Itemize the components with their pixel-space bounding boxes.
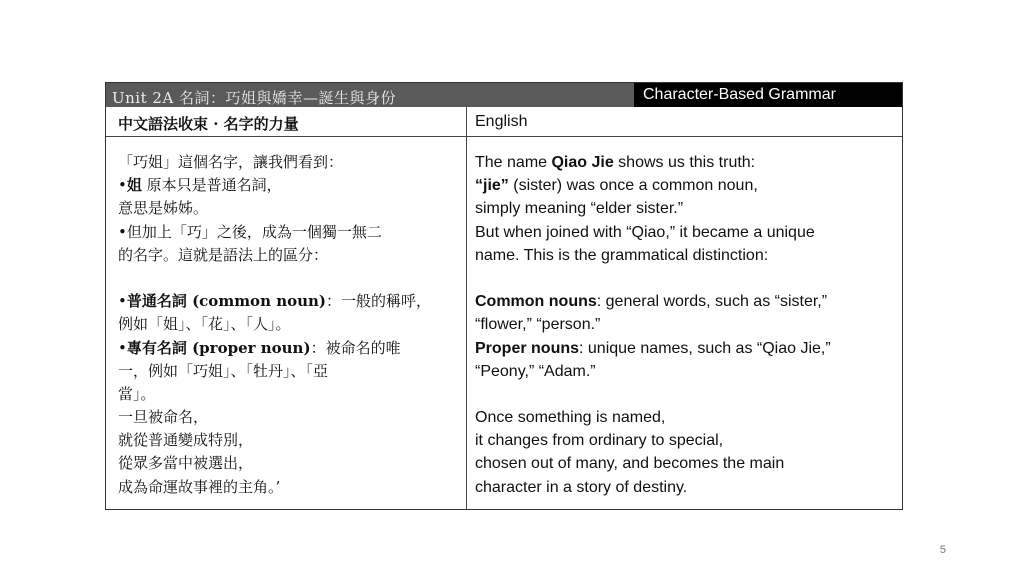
zh-line: 當」。: [118, 384, 156, 403]
bullet: •: [118, 338, 127, 357]
en-line: simply meaning “elder sister.”: [475, 200, 684, 218]
zh-line: •但加上「巧」之後，成為一個獨一無二: [118, 222, 382, 241]
en-text: (sister) was once a common noun,: [508, 177, 758, 195]
spacer: [475, 267, 902, 290]
zh-line: [118, 290, 466, 313]
zh-line: 從眾多當中被選出，: [118, 454, 254, 473]
zh-line: 一旦被命名，: [118, 408, 209, 427]
en-line: [475, 290, 902, 313]
page-number: 5: [939, 544, 946, 556]
en-text: : unique names, such as “Qiao Jie,”: [579, 339, 831, 357]
zh-term: 姐: [126, 176, 142, 195]
en-term: Qiao Jie: [551, 154, 614, 171]
en-line: name. This is the grammatical distinction:: [475, 246, 769, 264]
spacer: [475, 383, 902, 406]
zh-line: 成為命運故事裡的主角。’: [118, 477, 281, 496]
en-line: [475, 337, 902, 360]
zh-text: 原本只是普通名詞，: [141, 176, 282, 195]
english-column-header: English: [467, 107, 902, 137]
zh-line: 就從普通變成特別，: [118, 431, 254, 450]
en-line: But when joined with “Qiao,” it became a unique: [475, 223, 815, 241]
grammar-badge: Character-Based Grammar: [634, 83, 902, 107]
zh-term: 專有名詞 (proper noun): [126, 338, 311, 357]
title-bar: [106, 83, 902, 107]
chinese-column-body: [106, 137, 467, 509]
unit-title: Unit 2A 名詞：巧姐與嬌幸—誕生與身份: [112, 89, 397, 107]
zh-line: [118, 174, 466, 197]
en-line: [475, 151, 902, 174]
content-table: [105, 82, 903, 510]
en-line: it changes from ordinary to special,: [475, 432, 724, 450]
chinese-column-header: 中文語法收束 · 名字的力量: [106, 107, 467, 137]
en-line: [475, 174, 902, 197]
zh-text: ：被命名的唯: [310, 338, 401, 357]
zh-line: 「巧姐」這個名字，讓我們看到：: [118, 153, 344, 171]
en-term: “jie”: [475, 177, 509, 195]
english-column-body: [467, 137, 902, 509]
zh-line: [118, 337, 466, 360]
en-line: character in a story of destiny.: [475, 478, 688, 496]
en-line: “flower,” “person.”: [475, 316, 601, 334]
zh-text: ：一般的稱呼，: [326, 292, 432, 311]
en-term: Common nouns: [475, 293, 597, 311]
en-text: The name: [475, 154, 552, 171]
bullet: •: [118, 176, 127, 195]
spacer: [118, 267, 466, 290]
en-term: Proper nouns: [475, 339, 580, 357]
zh-line: 一，例如「巧姐」、「牡丹」、「亞: [118, 361, 329, 380]
bullet: •: [118, 292, 127, 311]
en-line: Once something is named,: [475, 409, 666, 427]
zh-line: 例如「姐」、「花」、「人」。: [118, 315, 291, 334]
en-line: “Peony,” “Adam.”: [475, 362, 596, 380]
zh-term: 普通名詞 (common noun): [126, 292, 327, 311]
zh-line: 意思是姊姊。: [118, 199, 209, 218]
en-text: : general words, such as “sister,”: [596, 293, 828, 311]
en-line: chosen out of many, and becomes the main: [475, 455, 785, 473]
en-text: shows us this truth:: [613, 154, 756, 171]
zh-line: 的名字。這就是語法上的區分：: [118, 245, 329, 264]
